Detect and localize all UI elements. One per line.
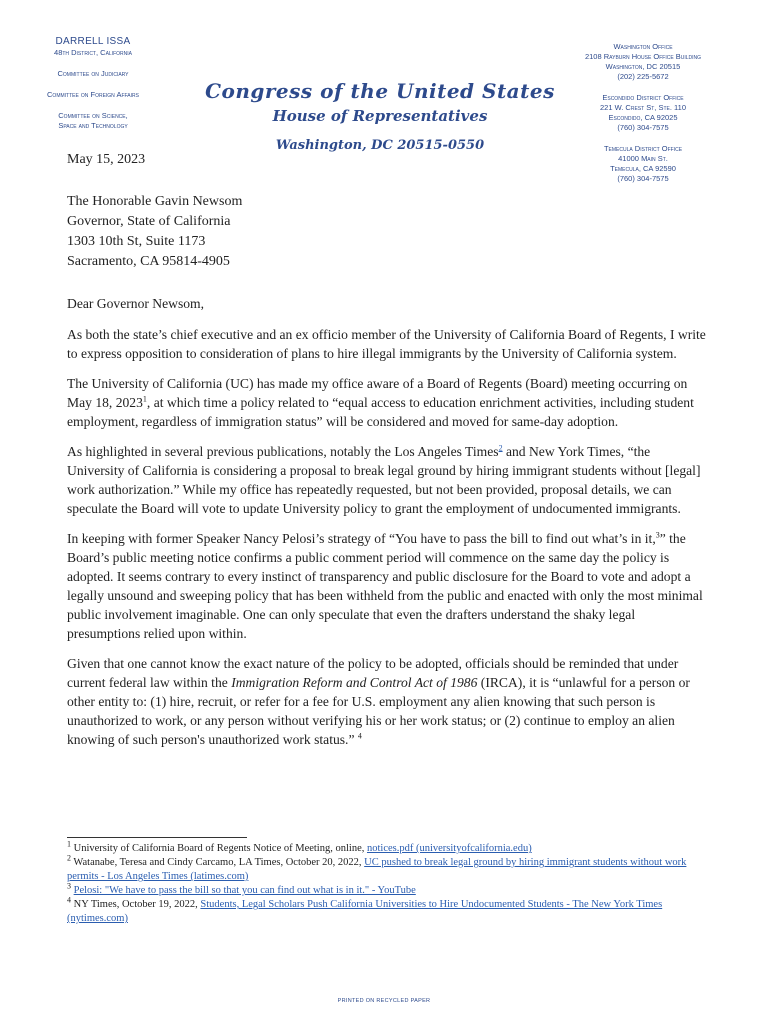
office-line1: 41000 Main St. (618, 154, 668, 163)
letter-date: May 15, 2023 (67, 152, 146, 167)
footnote-number: 3 (67, 881, 71, 891)
footnote-ref: 4 (357, 731, 362, 741)
office-line1: 221 W. Crest St, Ste. 110 (599, 103, 686, 112)
footnote-link[interactable]: Pelosi: "We have to pass the bill so that you can find out what is in it." - YouTube (73, 885, 416, 896)
office-name: Temecula District Office (603, 144, 683, 153)
paragraph-text: As highlighted in several previous publications, notably the Los Angeles Times (67, 444, 499, 459)
footnotes (67, 839, 717, 926)
washington-address: Washington, DC 20515-0550 (275, 138, 485, 153)
office-line2: Temecula, CA 92590 (610, 164, 676, 173)
committee-science: Committee on Science, (58, 111, 128, 120)
letter-body (67, 294, 707, 760)
recycled-paper-note: PRINTED ON RECYCLED PAPER (337, 998, 431, 1004)
recipient-address (67, 192, 242, 272)
footnote-3 (67, 881, 717, 898)
footnote-2 (67, 853, 717, 884)
paragraph-text: ” the Board’s public meeting notice confirms a public comment period will commence on the same day the policy is adopted. It seems contrary to every instinct of transparency and public disclosure for the Board to vote and adopt a legally unsound and sweeping policy that has been withheld from the public and enacted with only the most minimal public involvement imaginable. One can only speculate that even the drafters understand the shaky legal presumptions relied upon within. (67, 531, 703, 641)
paragraph-text: and New York Times, “the University of California is considering a proposal to break legal ground by hiring immigrant students without [legal] work authorization.” While my office has repeatedly requested, but not been provided, proposal details, we can speculate the Board will vote to update University policy to grant the employment of undocumented immigrants. (67, 444, 701, 516)
paragraph-5 (67, 654, 707, 749)
office-phone: (760) 304-7575 (617, 123, 669, 132)
committee-foreign-affairs: Committee on Foreign Affairs (47, 90, 139, 99)
footnote-ref: 3 (655, 530, 660, 540)
office-phone: (760) 304-7575 (617, 174, 669, 183)
congress-title: Congress of the United States (205, 79, 555, 103)
footnote-number: 4 (67, 895, 71, 905)
paragraph-3 (67, 442, 707, 518)
footnote-link[interactable]: Students, Legal Scholars Push California Universities to Hire Undocumented Students - The New York Times (nytimes.com) (67, 899, 663, 924)
letterhead-offices (538, 42, 748, 184)
recipient-line: 1303 10th St, Suite 1173 (67, 234, 206, 249)
footnote-text: University of California Board of Regents Notice of Meeting, online, (71, 843, 367, 854)
footnote-divider (67, 837, 247, 838)
footnote-number: 2 (67, 853, 71, 863)
paragraph-text: , at which time a policy related to “equal access to education enrichment activities, including student employment, regardless of immigration status” will be considered and moved for same-day adoption. (67, 395, 694, 429)
footnote-text: Watanabe, Teresa and Cindy Carcamo, LA Times, October 20, 2022, (71, 857, 365, 868)
district: 48th District, California (54, 48, 132, 57)
footnote-text: NY Times, October 19, 2022, (71, 899, 201, 910)
statute-title: Immigration Reform and Control Act of 1986 (231, 675, 478, 690)
office-name: Escondido District Office (602, 93, 684, 102)
footnote-link[interactable]: notices.pdf (universityofcalifornia.edu) (366, 843, 532, 854)
paragraph-1: As both the state’s chief executive and an ex officio member of the University of California Board of Regents, I write to express opposition to consideration of plans to hire illegal immigrants by the University of California system. (67, 327, 706, 361)
paragraph-text: In keeping with former Speaker Nancy Pelosi’s strategy of “You have to pass the bill to find out what’s in it, (67, 531, 656, 546)
footnote-link[interactable]: UC pushed to break legal ground by hiring immigrant students without work permits - Los Angeles Times (latimes.com) (67, 857, 687, 882)
footnote-1 (67, 839, 717, 856)
recipient-line: The Honorable Gavin Newsom (67, 194, 243, 209)
footnote-ref: 1 (142, 394, 147, 404)
paragraph-4 (67, 529, 707, 643)
office-line1: 2108 Rayburn House Office Building (584, 52, 702, 61)
committee-space: Space and Technology (58, 121, 128, 130)
office-line2: Escondido, CA 92025 (608, 113, 678, 122)
office-phone: (202) 225-5672 (617, 72, 669, 81)
paragraph-text: Given that one cannot know the exact nature of the policy to be adopted, officials should be reminded that under current federal law within the (67, 656, 679, 690)
letterhead-left (18, 36, 168, 131)
paragraph-text: The University of California (UC) has made my office aware of a Board of Regents (Board) meeting occurring on May 18, 2023 (67, 376, 688, 410)
recipient-line: Governor, State of California (67, 214, 231, 229)
letterhead-title (190, 78, 570, 158)
member-name: DARRELL ISSA (55, 36, 131, 47)
paragraph-text: (IRCA), it is “unlawful for a person or other entity to: (1) hire, recruit, or refer for a fee for U.S. employment any alien knowing that such person is unauthorized to work, or any person without verifying his or her work status; or (2) continue to employ an alien knowing of such person's unauthorized work status.” (67, 675, 690, 747)
paragraph-2 (67, 374, 707, 431)
house-title: House of Representatives (272, 107, 488, 125)
footnote-number: 1 (67, 839, 71, 849)
footnote-4 (67, 895, 717, 926)
salutation: Dear Governor Newsom, (67, 296, 205, 311)
committee-judiciary: Committee on Judiciary (57, 69, 129, 78)
footnote-ref[interactable]: 2 (498, 443, 503, 453)
office-name: Washington Office (613, 42, 673, 51)
office-line2: Washington, DC 20515 (605, 62, 681, 71)
recipient-line: Sacramento, CA 95814-4905 (67, 254, 230, 269)
